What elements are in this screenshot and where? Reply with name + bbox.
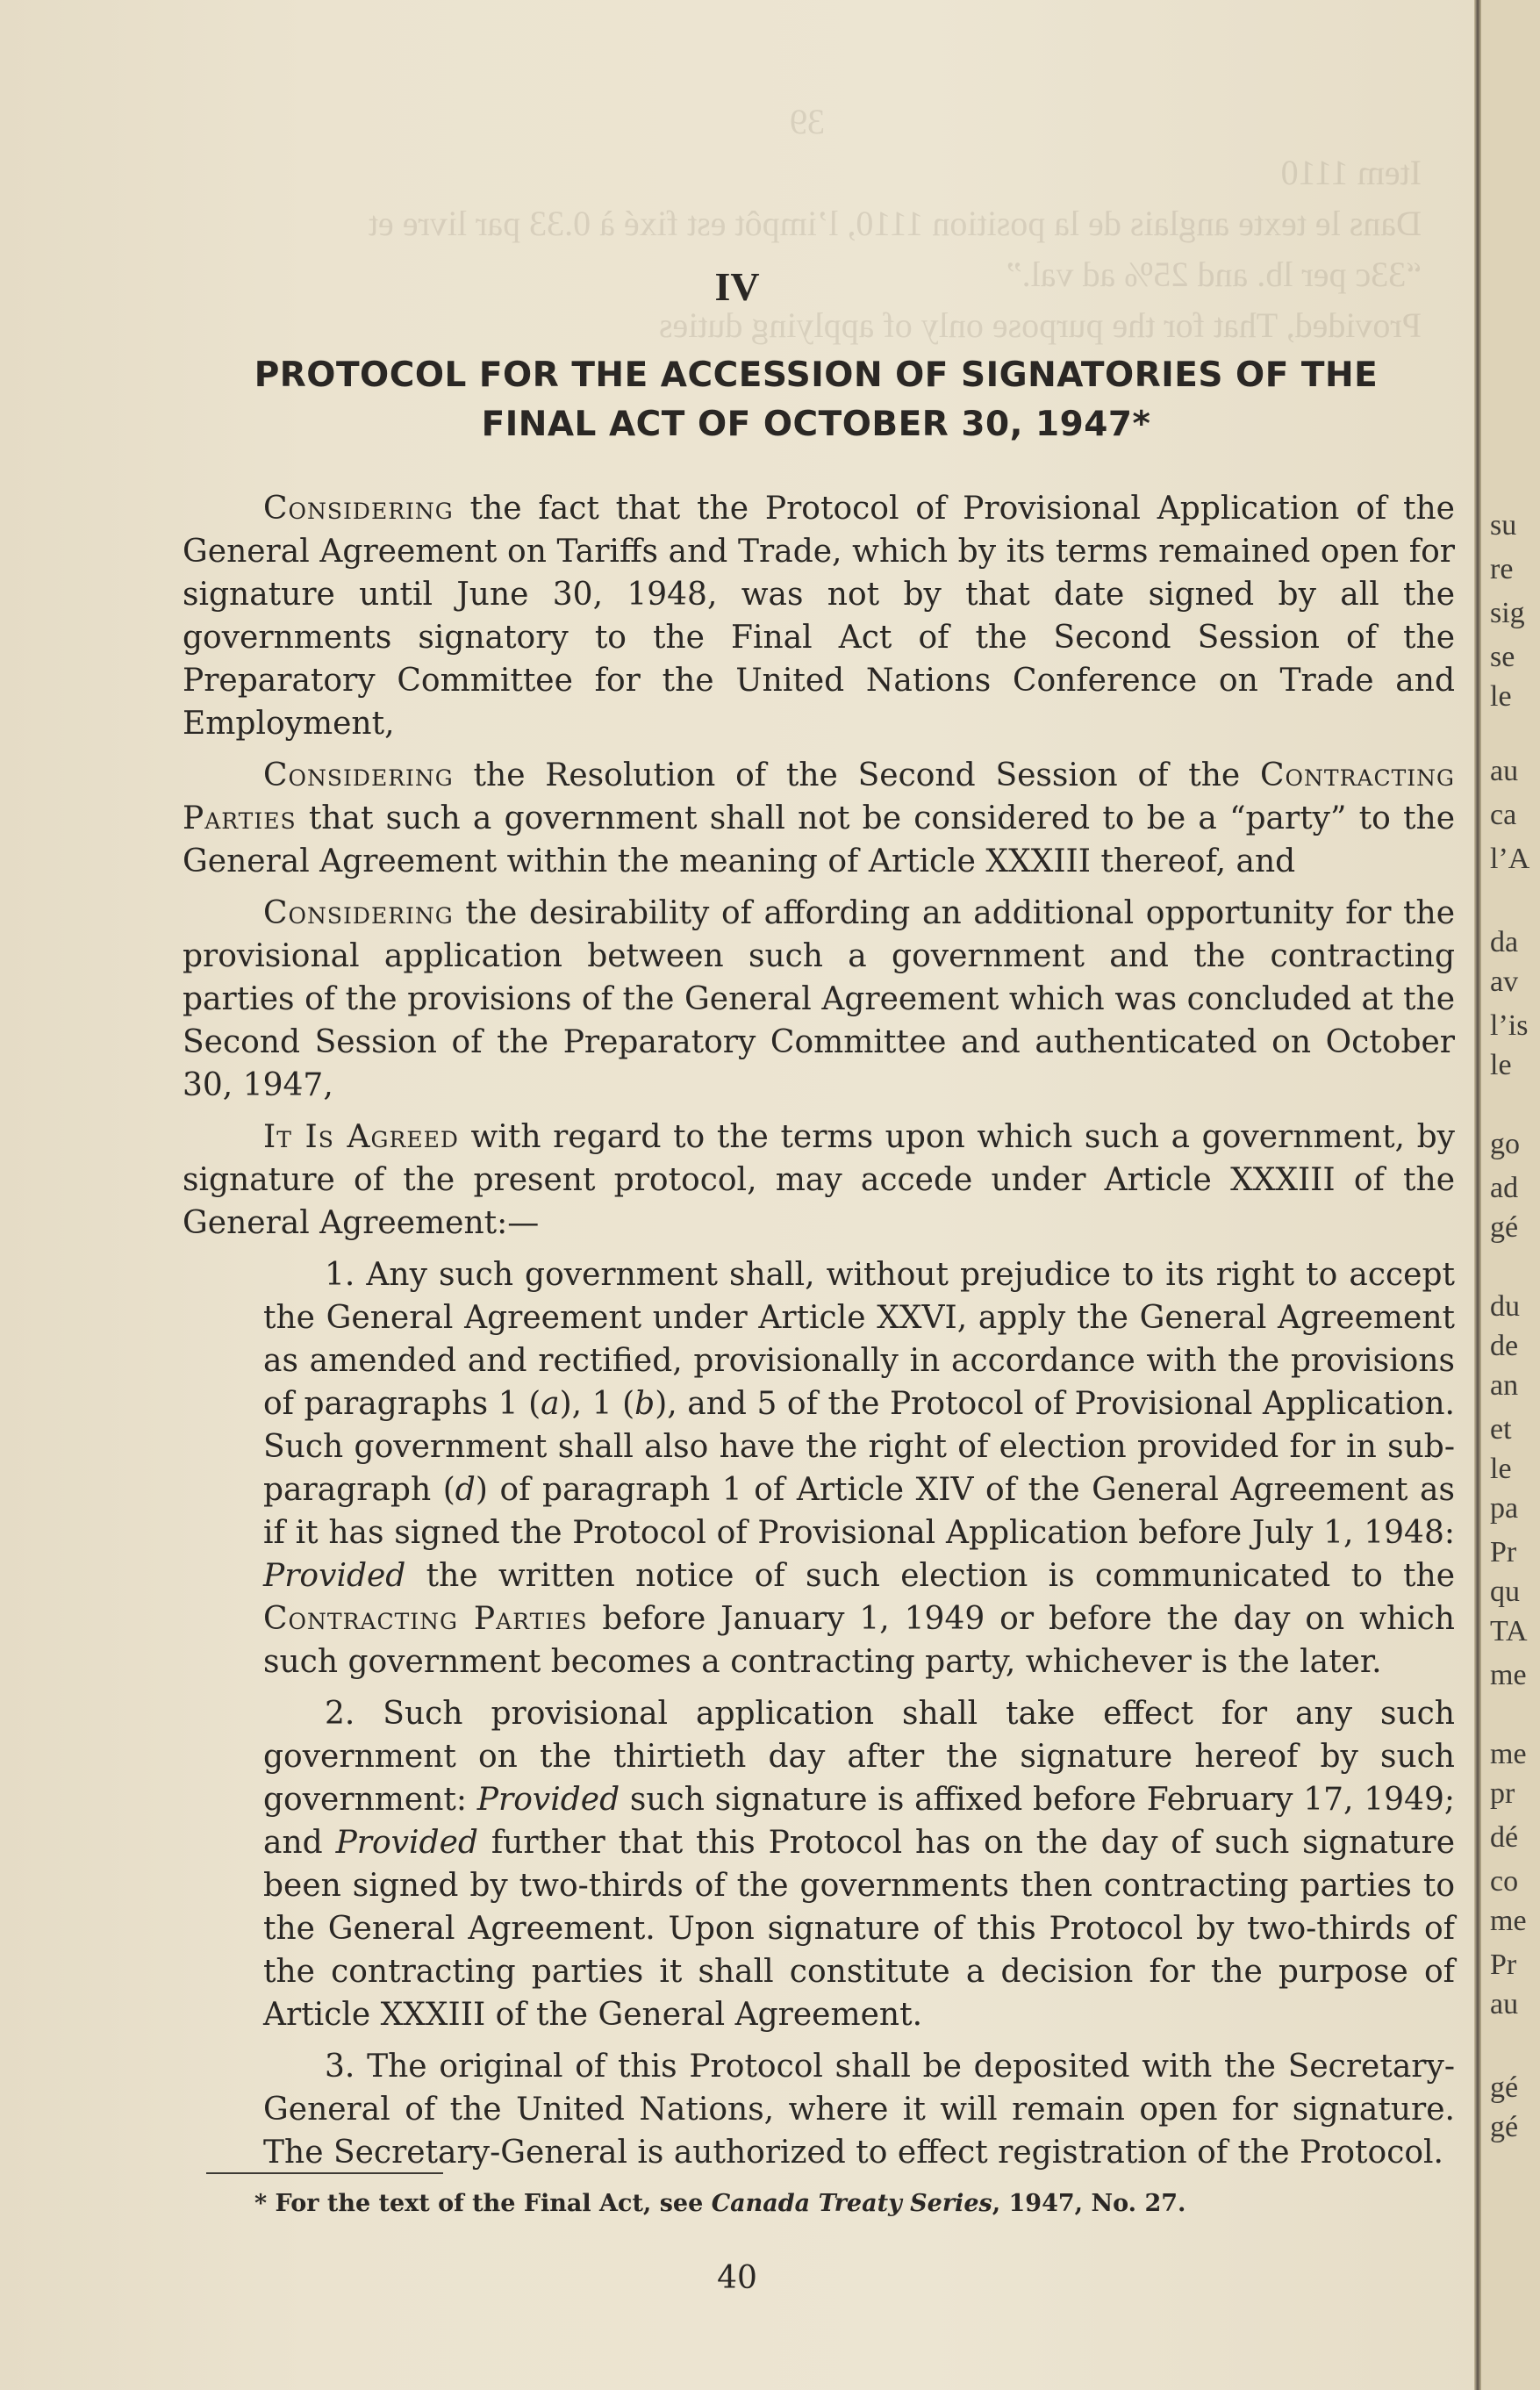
title-line-1: PROTOCOL FOR THE ACCESSION OF SIGNATORIES OF THE — [254, 355, 1379, 395]
lead-word: Considering — [263, 757, 454, 793]
adjacent-page-fragment: Pr — [1490, 1536, 1517, 1568]
adjacent-page-fragment: me — [1490, 1738, 1527, 1770]
adjacent-page-strip — [1481, 0, 1540, 2390]
document-body — [183, 487, 1455, 2183]
paragraph-text: that such a government shall not be considered to be a “party” to the General Agreement within the meaning of Article XXXIII thereof, and — [183, 800, 1455, 879]
title-line-2: FINAL ACT OF OCTOBER 30, 1947* — [481, 405, 1151, 444]
numbered-item-2 — [263, 1692, 1455, 2036]
item-italic: Provided — [335, 1825, 478, 1861]
paragraph-text: with regard to the terms upon which such a government, by signature of the present protocol, may accede under Article XXXIII of the General Agreement:— — [183, 1119, 1456, 1241]
section-number: IV — [714, 264, 760, 309]
adjacent-page-fragment: re — [1490, 553, 1514, 585]
bleed-through-text — [193, 97, 1422, 351]
adjacent-page-fragment: an — [1490, 1369, 1519, 1402]
adjacent-page-fragment: gé — [1490, 2071, 1519, 2104]
adjacent-page-fragment: dé — [1490, 1821, 1519, 1854]
item-text: 2. Such provisional application shall take effect for any such government on the thirtieth day after the signature hereof by such government: — [263, 1696, 1455, 1818]
footnote-text: , 1947, No. 27. — [992, 2190, 1186, 2217]
item-text: ), 1 ( — [559, 1386, 635, 1422]
numbered-item-3 — [263, 2045, 1455, 2174]
page-fold — [1474, 0, 1481, 2390]
item-italic: b — [634, 1386, 655, 1422]
page-title — [211, 351, 1422, 449]
small-caps-term: Contracting Parties — [263, 1601, 588, 1637]
paragraph-text: the fact that the Protocol of Provisional Application of the General Agreement on Tariffs and Trade, which by its terms remained open for signature until June 30, 1948, was not by that date signed by all the governments signatory to the Final Act of the Second Session of the Preparatory Committee for the United Nations Conference on Trade and Employment, — [183, 491, 1455, 742]
item-text: further that this Protocol has on the day of such signature been signed by two-thirds of the governments then contracting parties to the General Agreement. Upon signature of this Protocol by two-thirds of the contracting parties it shall constitute a decision for the purpose of Article XXXIII of the General Agreement. — [263, 1825, 1455, 2033]
item-text: before January 1, 1949 or before the day on which such government becomes a contracting party, whichever is the later. — [263, 1601, 1455, 1680]
adjacent-page-fragment: ad — [1490, 1172, 1519, 1204]
ghost-line: Provided, That for the purpose only of applying duties — [658, 305, 1422, 345]
item-text: 3. The original of this Protocol shall be deposited with the Secretary-General of the United Nations, where it will remain open for signature. The Secretary-General is authorized to effect registration of the Protocol. — [263, 2049, 1455, 2171]
item-text: such signature is affixed before February 17, 1949; and — [263, 1782, 1456, 1861]
item-text: ), and 5 of the Protocol of Provisional Application. Such government shall also have the right of election provided for in sub-paragraph ( — [263, 1386, 1455, 1508]
adjacent-page-fragment: du — [1490, 1290, 1520, 1323]
adjacent-page-fragment: qu — [1490, 1575, 1520, 1608]
item-text: 1. Any such government shall, without prejudice to its right to accept the General Agreement under Article XXVI, apply the General Agreement as amended and rectified, provisionally in accordance with the provisions of paragraphs 1 ( — [263, 1257, 1455, 1422]
item-italic: a — [541, 1386, 560, 1422]
paragraph-1 — [183, 487, 1455, 745]
ghost-line: Item 1110 — [1280, 153, 1422, 192]
adjacent-page-fragment: sig — [1490, 597, 1525, 629]
page-number: 40 — [717, 2260, 757, 2296]
ghost-line: Dans le texte anglais de la position 1110, l’impôt est fixé à 0.33 par livre et — [368, 204, 1422, 243]
paragraph-2 — [183, 754, 1455, 883]
adjacent-page-fragment: l’A — [1490, 843, 1530, 875]
lead-word: Considering — [263, 895, 454, 931]
adjacent-page-fragment: go — [1490, 1128, 1520, 1160]
footnote — [254, 2190, 1395, 2217]
small-caps-term: Contracting Parties — [183, 757, 1455, 836]
adjacent-page-fragment: me — [1490, 1905, 1527, 1937]
adjacent-page-fragment: pr — [1490, 1777, 1515, 1810]
adjacent-page-fragment: gé — [1490, 2111, 1519, 2143]
adjacent-page-fragment: le — [1490, 1049, 1512, 1081]
adjacent-page-fragment: l’is — [1490, 1009, 1529, 1042]
ghost-line: “33c per lb. and 25% ad val.” — [1006, 255, 1422, 294]
adjacent-page-fragment: le — [1490, 1453, 1512, 1485]
adjacent-page-fragment: et — [1490, 1413, 1512, 1446]
adjacent-page-fragment: Pr — [1490, 1949, 1517, 1981]
item-text: ) of paragraph 1 of Article XIV of the General Agreement as if it has signed the Protocol of Provisional Application before July 1, 1948: — [263, 1472, 1455, 1551]
adjacent-page-fragment: au — [1490, 755, 1519, 787]
adjacent-page-fragment: TA — [1490, 1615, 1528, 1647]
item-italic: Provided — [263, 1558, 406, 1594]
item-italic: d — [455, 1472, 476, 1508]
footnote-rule — [206, 2172, 443, 2174]
adjacent-page-fragment: de — [1490, 1330, 1519, 1362]
lead-word: Considering — [263, 491, 454, 527]
adjacent-page-fragment: le — [1490, 680, 1512, 713]
paragraph-text: the Resolution of the Second Session of the — [453, 757, 1260, 793]
footnote-text: * For the text of the Final Act, see — [254, 2190, 712, 2217]
adjacent-page-fragment: av — [1490, 965, 1519, 998]
adjacent-page-fragment: gé — [1490, 1211, 1519, 1244]
paragraph-text: the desirability of affording an additional opportunity for the provisional application between such a government and the contracting parties of the provisions of the General Agreement which was concluded at the Second Session of the Preparatory Committee and authenticated on October 30, 1947, — [183, 895, 1455, 1103]
paragraph-3 — [183, 892, 1455, 1107]
numbered-item-1 — [263, 1253, 1455, 1683]
adjacent-page-fragment: da — [1490, 926, 1519, 958]
item-text: the written notice of such election is communicated to the — [405, 1558, 1455, 1594]
adjacent-page-fragment: ca — [1490, 799, 1517, 831]
adjacent-page-fragment: au — [1490, 1988, 1519, 2020]
ghost-line: 39 — [790, 102, 825, 141]
adjacent-page-fragment: co — [1490, 1865, 1519, 1898]
adjacent-page-fragment: su — [1490, 509, 1517, 542]
adjacent-page-fragment: pa — [1490, 1492, 1519, 1525]
footnote-italic: Canada Treaty Series — [711, 2190, 992, 2217]
paragraph-4 — [183, 1116, 1455, 1245]
adjacent-page-fragment: se — [1490, 641, 1515, 673]
item-italic: Provided — [476, 1782, 620, 1818]
lead-word: It Is Agreed — [263, 1119, 459, 1155]
adjacent-page-fragment: me — [1490, 1659, 1527, 1691]
